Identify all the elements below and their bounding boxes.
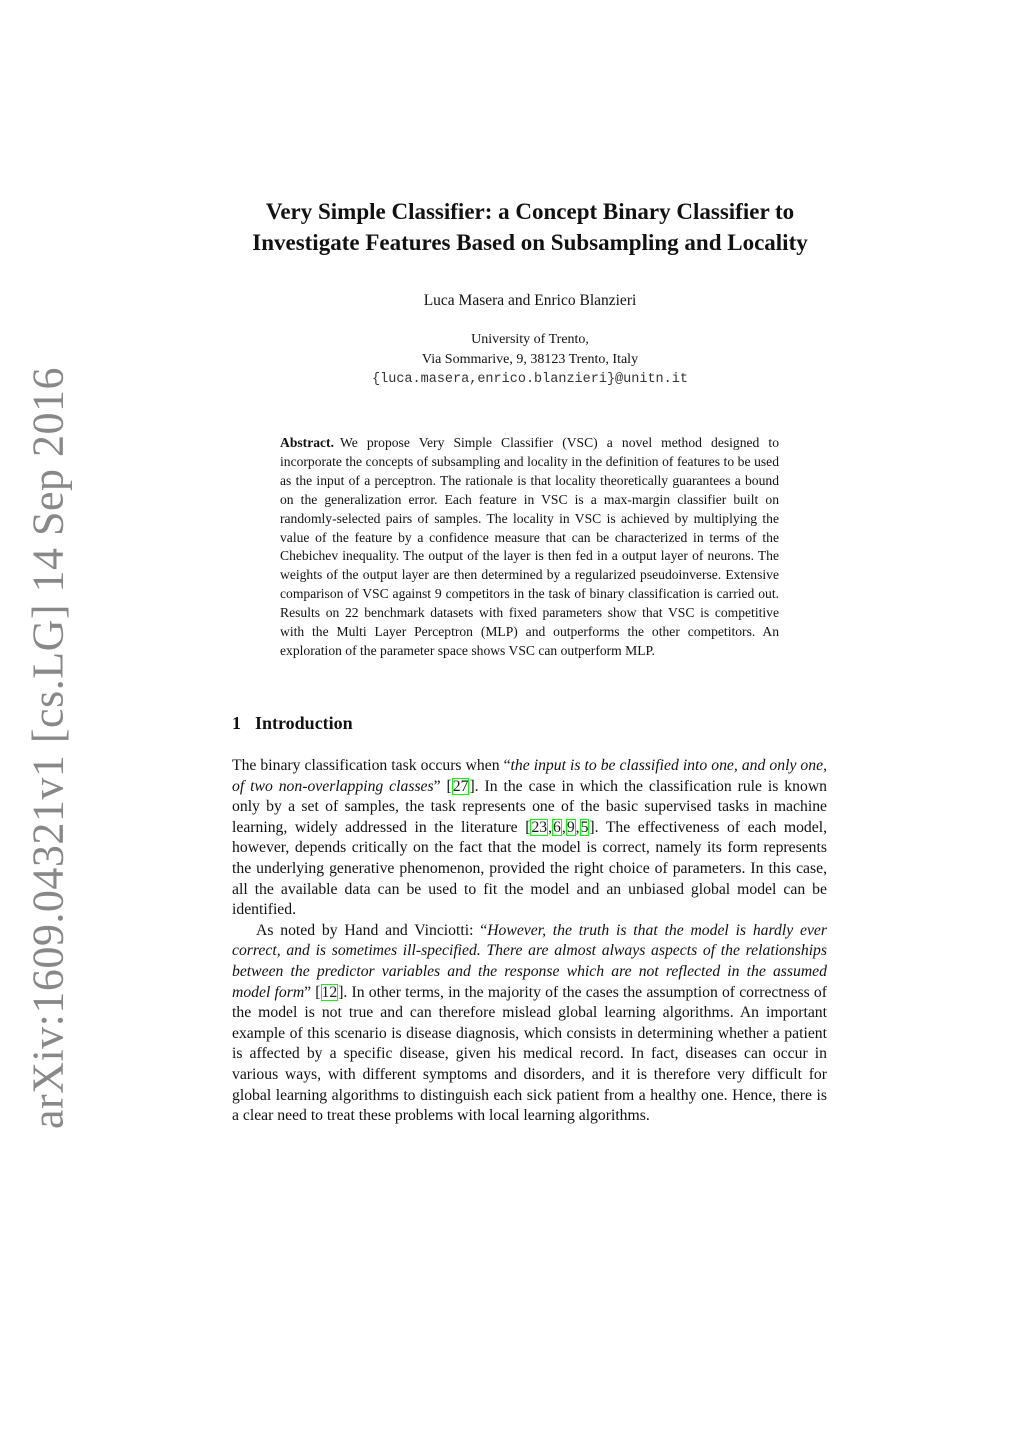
citation-separator: , — [561, 818, 566, 836]
text-run: ” [ — [304, 983, 321, 1001]
quote-text: However, the truth is that the model is hardly ever correct, and is sometimes ill-specified. There are almost always aspects of the relationships between the predictor variables and the response which are not reflected in the assumed model form — [232, 921, 827, 1001]
title-line-1: Very Simple Classifier: a Concept Binary Classifier to — [265, 199, 795, 224]
affiliation-institution: University of Trento, — [471, 332, 589, 347]
paper-title — [200, 196, 860, 258]
abstract-text: We propose Very Simple Classifier (VSC) a novel method designed to incorporate the concepts of subsampling and locality in the definition of features to be used as the input of a perceptron. The rationale is that locality theoretically guarantees a bound on the generalization error. Each feature in VSC is a max-margin classifier built on randomly-selected pairs of samples. The locality in VSC is achieved by multiplying the value of the feature by a confidence measure that can be characterized in terms of the Chebichev inequality. The output of the layer is then fed in a output layer of neurons. The weights of the output layer are then determined by a regularized pseudoinverse. Extensive comparison of VSC against 9 competitors in the task of binary classification is carried out. Results on 22 benchmark datasets with fixed parameters show that VSC is competitive with the Multi Layer Perceptron (MLP) and outperforms the other competitors. An exploration of the parameter space shows VSC can outperform MLP. — [280, 435, 779, 658]
text-run: ]. In the case in which the classification rule is known only by a set of samples, the task represents one of the basic supervised tasks in machine learning, widely addressed in the literature [ — [232, 777, 827, 836]
abstract — [280, 434, 779, 661]
citation-link[interactable]: 12 — [321, 983, 338, 1001]
citation-link[interactable]: 9 — [566, 818, 575, 836]
intro-paragraph-1 — [232, 756, 827, 921]
text-run: ]. The effectiveness of each model, however, depends critically on the fact that the model is correct, namely its form represents the underlying generative phenomenon, provided the right choice of parameters. In this case, all the available data can be used to fit the model and an unbiased global model can be identified. — [232, 818, 827, 919]
quote-text: the input is to be classified into one, and only one, of two non-overlapping classes — [232, 757, 827, 795]
citation-separator: , — [575, 818, 580, 836]
affiliation — [200, 330, 860, 390]
section-heading — [232, 713, 353, 734]
introduction-body — [232, 756, 827, 1127]
text-run: ” [ — [433, 777, 452, 795]
citation-link[interactable]: 5 — [580, 818, 589, 836]
citation-link[interactable]: 23 — [531, 818, 548, 836]
arxiv-identifier: arXiv:1609.04321v1 [cs.LG] 14 Sep 2016 — [23, 366, 73, 1130]
section-title: Introduction — [255, 713, 353, 733]
text-run: The binary classification task occurs when “ — [232, 757, 511, 774]
affiliation-address: Via Sommarive, 9, 38123 Trento, Italy — [421, 352, 639, 367]
text-run: As noted by Hand and Vinciotti: “ — [256, 921, 488, 939]
author-emails: {luca.masera,enrico.blanzieri}@unitn.it — [372, 372, 688, 387]
section-number: 1 — [232, 713, 241, 733]
text-run: ]. In other terms, in the majority of the cases the assumption of correctness of the model is not true and can therefore mislead global learning algorithms. An important example of this scenario is disease diagnosis, which consists in determining whether a patient is affected by a specific disease, given his medical record. In fact, diseases can occur in various ways, with different symptoms and disorders, and it is therefore very difficult for global learning algorithms to distinguish each sick patient from a healthy one. Hence, there is a clear need to treat these problems with local learning algorithms. — [232, 983, 827, 1125]
citation-link[interactable]: 27 — [452, 777, 469, 795]
authors: Luca Masera and Enrico Blanzieri — [423, 292, 637, 309]
intro-paragraph-2 — [232, 921, 827, 1127]
citation-separator: , — [548, 818, 553, 836]
citation-link[interactable]: 6 — [553, 818, 561, 836]
abstract-label: Abstract. — [280, 435, 334, 450]
title-line-2: Investigate Features Based on Subsampling and Locality — [252, 230, 808, 255]
